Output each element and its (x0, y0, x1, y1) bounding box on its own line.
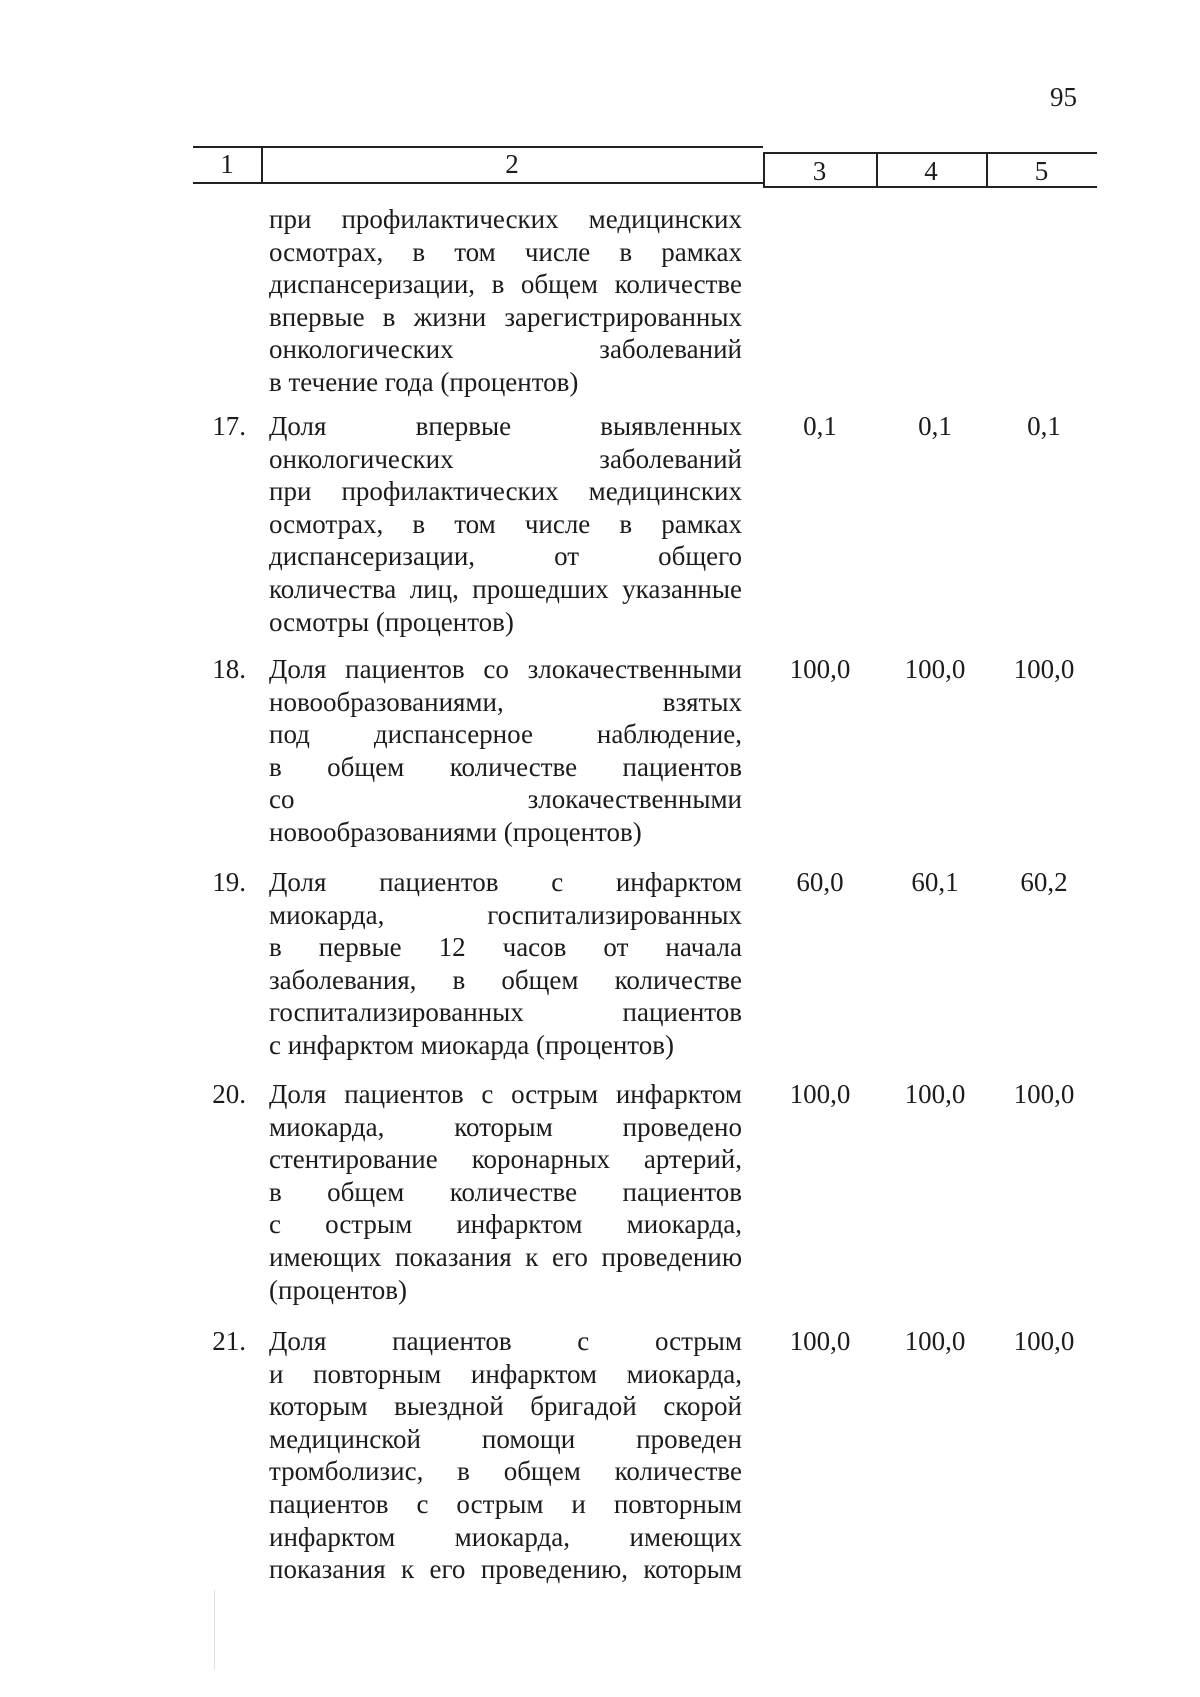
text-line: Доля пациентов с острым инфарктом (269, 1079, 742, 1109)
row-value-col-5: 100,0 (1013, 1326, 1075, 1356)
row-value-col-4: 100,0 (904, 1079, 966, 1109)
page-number: 95 (1050, 82, 1077, 112)
header-col-1: 1 (220, 149, 234, 179)
text-line: при профилактических медицинских (269, 476, 742, 507)
text-line: (процентов) (269, 1274, 408, 1305)
header-top-border-right (763, 152, 1097, 154)
text-line: осмотрах, в том числе в рамках (269, 508, 742, 539)
row-value-col-3: 0,1 (803, 411, 837, 441)
header-col-5: 5 (1034, 156, 1049, 186)
row-indicator-text (269, 410, 742, 638)
text-line: миокарда, которым проведено (269, 1111, 742, 1142)
text-line: которым выездной бригадой скорой (269, 1391, 742, 1422)
text-line: стентирование коронарных артерий, (269, 1144, 742, 1175)
text-line: в первые 12 часов от начала (269, 932, 742, 963)
text-line: Доля впервые выявленных (269, 411, 742, 441)
row-indicator-text (269, 1325, 742, 1586)
header-bottom-border-right (763, 186, 1097, 188)
header-top-border (193, 146, 763, 148)
text-line: новообразованиями (процентов) (269, 816, 642, 847)
row-value-col-3: 100,0 (789, 654, 851, 684)
text-line: медицинской помощи проведен (269, 1423, 742, 1454)
text-line: онкологических заболеваний (269, 334, 742, 365)
row-value-col-3: 100,0 (789, 1326, 851, 1356)
header-bottom-border (193, 182, 763, 184)
row-number: 21. (212, 1326, 246, 1356)
text-line: впервые в жизни зарегистрированных (269, 301, 742, 332)
text-line: осмотрах, в том числе в рамках (269, 236, 742, 267)
text-line: диспансеризации, от общего (269, 541, 742, 572)
row-value-col-5: 100,0 (1013, 654, 1075, 684)
row-value-col-5: 100,0 (1013, 1079, 1075, 1109)
text-line: количества лиц, прошедших указанные (269, 573, 742, 604)
text-line: диспансеризации, в общем количестве (269, 269, 742, 300)
text-line: при профилактических медицинских (269, 204, 742, 234)
row-indicator-text (269, 1078, 742, 1306)
row-value-col-3: 100,0 (789, 1079, 851, 1109)
row-number: 17. (212, 411, 246, 441)
text-line: новообразованиями, взятых (269, 686, 742, 717)
text-line: заболевания, в общем количестве (269, 964, 742, 995)
header-col-3: 3 (812, 156, 827, 186)
row-value-col-4: 60,1 (911, 867, 959, 897)
text-line: инфарктом миокарда, имеющих (269, 1521, 742, 1552)
header-col-4: 4 (924, 156, 938, 186)
row-number: 20. (212, 1079, 246, 1109)
header-col-2: 2 (505, 149, 519, 179)
row-number: 18. (212, 654, 246, 684)
row-indicator-text (269, 203, 742, 399)
text-line: пациентов с острым и повторным (269, 1488, 742, 1519)
text-line: показания к его проведению, которым (269, 1554, 742, 1585)
text-line: в общем количестве пациентов (269, 1176, 742, 1207)
text-line: Доля пациентов с инфарктом (269, 867, 742, 897)
row-indicator-text (269, 866, 742, 1062)
text-line: и повторным инфарктом миокарда, (269, 1358, 742, 1389)
text-line: Доля пациентов со злокачественными (269, 654, 742, 684)
text-line: Доля пациентов с острым (269, 1326, 742, 1356)
text-line: имеющих показания к его проведению (269, 1241, 742, 1272)
row-value-col-4: 0,1 (918, 411, 952, 441)
text-line: госпитализированных пациентов (269, 997, 742, 1028)
text-line: под диспансерное наблюдение, (269, 719, 742, 750)
text-line: в общем количестве пациентов (269, 751, 742, 782)
row-value-col-5: 0,1 (1027, 411, 1061, 441)
table-header-row (193, 146, 1097, 184)
scan-margin-line (214, 1590, 215, 1670)
text-line: онкологических заболеваний (269, 443, 742, 474)
text-line: с острым инфарктом миокарда, (269, 1209, 742, 1240)
text-line: миокарда, госпитализированных (269, 899, 742, 930)
row-value-col-3: 60,0 (796, 867, 844, 897)
row-value-col-4: 100,0 (904, 1326, 966, 1356)
row-number: 19. (212, 867, 246, 897)
text-line: в течение года (процентов) (269, 366, 579, 397)
text-line: со злокачественными (269, 784, 742, 815)
text-line: с инфарктом миокарда (процентов) (269, 1029, 674, 1060)
row-indicator-text (269, 653, 742, 849)
text-line: осмотры (процентов) (269, 606, 514, 637)
row-value-col-4: 100,0 (904, 654, 966, 684)
row-value-col-5: 60,2 (1020, 867, 1068, 897)
text-line: тромболизис, в общем количестве (269, 1456, 742, 1487)
